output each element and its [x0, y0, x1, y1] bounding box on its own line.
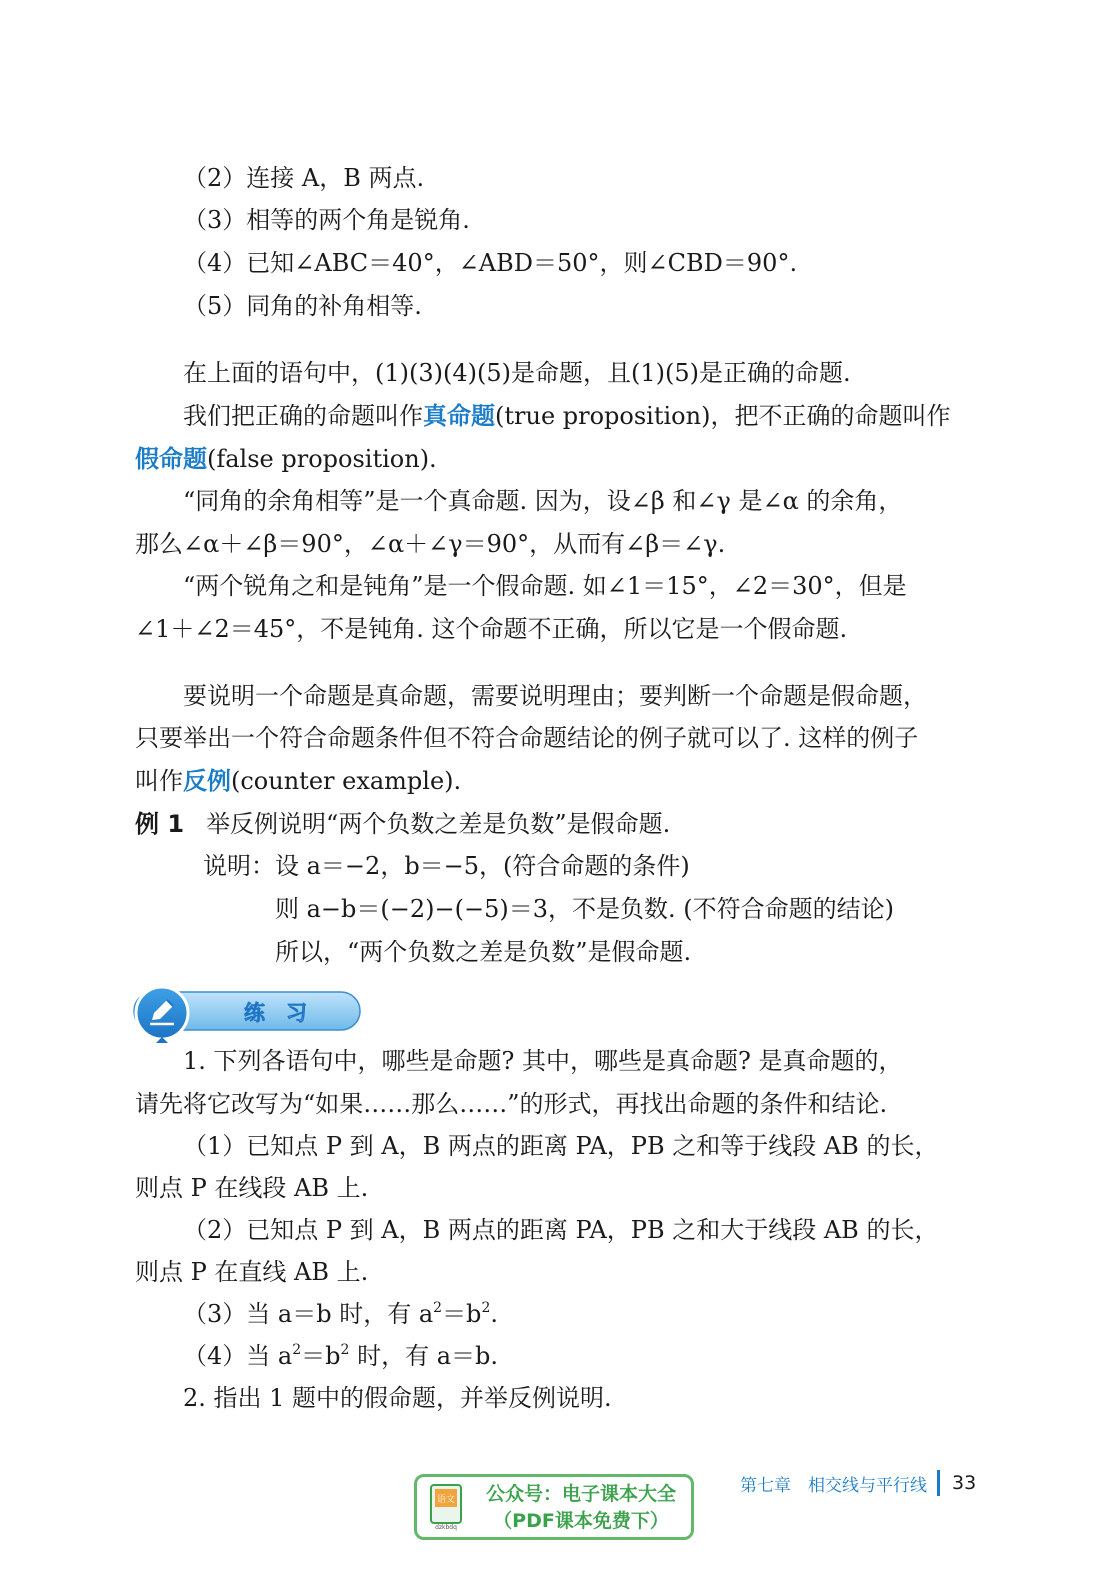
watermark-badge	[414, 1474, 694, 1540]
footer-divider	[937, 1470, 940, 1496]
page-footer	[740, 1468, 976, 1498]
top-item-3: （3）相等的两个角是锐角.	[183, 206, 470, 234]
practice-title: 练 习	[244, 1001, 307, 1025]
logo-subtext: dzkbdq	[435, 1524, 457, 1531]
watermark-line1: 公众号：电子课本大全	[485, 1483, 676, 1505]
paragraph-complement-line2: 那么∠α＋∠β＝90°，∠α＋∠γ＝90°，从而有∠β＝∠γ.	[135, 530, 726, 558]
text: (true proposition)，把不正确的命题叫作	[495, 402, 951, 430]
practice-q1-line1: 1. 下列各语句中，哪些是命题? 其中，哪些是真命题? 是真命题的，	[183, 1047, 903, 1075]
page-number: 33	[952, 1472, 977, 1494]
example-text: 举反例说明“两个负数之差是负数”是假命题.	[206, 810, 671, 838]
paragraph-counterexample-line1: 要说明一个命题是真命题，需要说明理由；要判断一个命题是假命题，	[183, 682, 927, 710]
text: (counter example).	[231, 767, 462, 795]
exponent: 2	[292, 1342, 302, 1358]
exponent: 2	[481, 1300, 491, 1316]
top-item-2: （2）连接 A，B 两点.	[183, 164, 425, 192]
pencil-icon	[146, 996, 178, 1028]
example-1-heading	[135, 808, 965, 840]
paragraph-counterexample-line2: 只要举出一个符合命题条件但不符合命题结论的例子就可以了. 这样的例子	[135, 724, 919, 752]
exponent: 2	[340, 1342, 350, 1358]
term-true-proposition: 真命题	[423, 402, 495, 430]
practice-item2-line2: 则点 P 在直线 AB 上.	[135, 1258, 369, 1286]
text: 时，有 a＝b.	[349, 1342, 498, 1370]
paragraph-acute-line1: “两个锐角之和是钝角”是一个假命题. 如∠1＝15°，∠2＝30°，但是	[183, 572, 907, 600]
paragraph-propositions: 在上面的语句中，(1)(3)(4)(5)是命题，且(1)(5)是正确的命题.	[183, 359, 851, 387]
text: (false proposition).	[207, 445, 437, 473]
text: ＝b	[301, 1342, 341, 1370]
example-line2: 则 a−b＝(−2)−(−5)＝3，不是负数. (不符合命题的结论)	[275, 895, 894, 923]
text: .	[490, 1300, 498, 1328]
practice-item4	[183, 1340, 1013, 1372]
example-line1: 说明：设 a＝−2，b＝−5，(符合命题的条件)	[203, 852, 690, 880]
example-label: 例 1	[135, 810, 185, 838]
paragraph-acute-line2: ∠1＋∠2＝45°，不是钝角. 这个命题不正确，所以它是一个假命题.	[135, 615, 848, 643]
practice-item1-line1: （1）已知点 P 到 A，B 两点的距离 PA，PB 之和等于线段 AB 的长，	[183, 1132, 939, 1160]
practice-banner	[132, 984, 364, 1046]
logo-text: 语文	[436, 1495, 456, 1505]
practice-q1-line2: 请先将它改写为“如果……那么……”的形式，再找出命题的条件和结论.	[135, 1090, 888, 1118]
practice-q2: 2. 指出 1 题中的假命题，并举反例说明.	[183, 1384, 612, 1412]
top-item-5: （5）同角的补角相等.	[183, 292, 422, 320]
text: 叫作	[135, 767, 183, 795]
term-false-proposition: 假命题	[135, 445, 207, 473]
text: （3）当 a＝b 时，有 a	[183, 1300, 434, 1328]
text: （4）当 a	[183, 1342, 293, 1370]
paragraph-true-proposition	[183, 400, 1013, 432]
paragraph-false-proposition	[135, 443, 965, 475]
example-line3: 所以，“两个负数之差是负数”是假命题.	[275, 938, 692, 966]
practice-item2-line1: （2）已知点 P 到 A，B 两点的距离 PA，PB 之和大于线段 AB 的长，	[183, 1216, 939, 1244]
book-logo-icon	[427, 1483, 467, 1531]
top-item-4: （4）已知∠ABC＝40°，∠ABD＝50°，则∠CBD＝90°.	[183, 249, 798, 277]
exponent: 2	[433, 1300, 443, 1316]
text: 我们把正确的命题叫作	[183, 402, 423, 430]
paragraph-counterexample-line3	[135, 765, 965, 797]
chapter-title: 第七章 相交线与平行线	[740, 1475, 927, 1496]
text: ＝b	[442, 1300, 482, 1328]
practice-item3	[183, 1298, 1013, 1330]
paragraph-complement-line1: “同角的余角相等”是一个真命题. 因为，设∠β 和∠γ 是∠α 的余角，	[183, 487, 903, 515]
watermark-line2: （PDF课本免费下）	[493, 1510, 669, 1532]
term-counterexample: 反例	[183, 767, 231, 795]
practice-item1-line2: 则点 P 在线段 AB 上.	[135, 1174, 369, 1202]
